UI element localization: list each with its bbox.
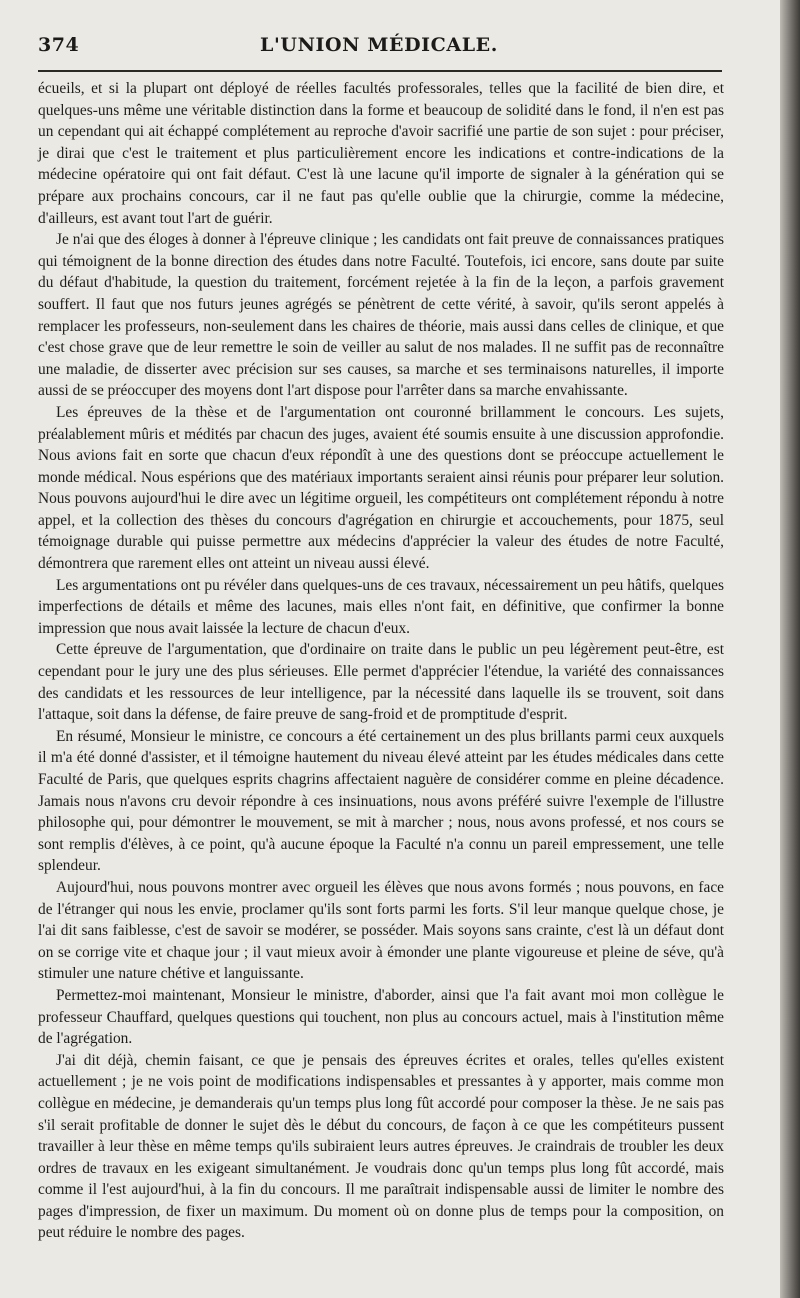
paragraph: Cette épreuve de l'argumentation, que d'ordinaire on traite dans le public un peu légèrement peut-être, est cependant pour le jury une des plus sérieuses. Elle permet d'apprécier l'étendue, la variété des connaissances des candidats et les ressources de leur intelligence, par la nécessité dans laquelle ils se trouvent, soit dans l'attaque, soit dans la défense, de faire preuve de sang-froid et de promptitude d'esprit. <box>38 641 724 724</box>
page-edge-shadow <box>780 0 800 1298</box>
paragraph: Je n'ai que des éloges à donner à l'épreuve clinique ; les candidats ont fait preuve de connaissances pratiques qui témoignent de la bonne direction des études dans notre Faculté. Toutefois, ici encore, sans doute par suite du défaut d'habitude, la question du traitement, forcément rejetée à la fin de la leçon, a parfois gravement souffert. Il faut que nos futurs jeunes agrégés se pénètrent de cette vérité, à savoir, qu'ils seront appelés à remplacer les professeurs, non-seulement dans les chaires de théorie, mais aussi dans celles de clinique, et que c'est chose grave que de leur remettre le soin de veiller au salut de nos malades. Il ne suffit pas de reconnaître une maladie, de disserter avec précision sur ses causes, sa marche et ses terminaisons naturelles, il importe aussi de se préoccuper des moyens dont l'art dispose pour l'arrêter dans sa marche envahissante. <box>38 231 724 400</box>
paragraph: écueils, et si la plupart ont déployé de réelles facultés professorales, telles que la facilité de bien dire, et quelques-uns même une véritable distinction dans la forme et beaucoup de solidité dans le fond, il n'en est pas un cependant qui ait échappé complétement au reproche d'avoir sacrifié une partie de son sujet : pour préciser, je dirai que c'est le traitement et plus particulièrement encore les indications et contre-indications de la médecine opératoire qui ont fait défaut. C'est là une lacune qu'il importe de signaler à la génération qui se prépare aux prochains concours, car il ne faut pas qu'elle oublie que la chirurgie, comme la médecine, d'ailleurs, est avant tout l'art de guérir. <box>38 80 724 227</box>
article-body <box>38 78 724 1244</box>
paragraph: J'ai dit déjà, chemin faisant, ce que je pensais des épreuves écrites et orales, telles qu'elles existent actuellement ; je ne vois point de modifications indispensables et pressantes à y apporter, mais comme mon collègue en médecine, je demanderais qu'un temps plus long fût accordé pour composer la thèse. Je ne sais pas s'il serait profitable de donner le sujet dès le début du concours, de façon à ce que les compétiteurs pussent travailler à leur thèse en même temps qu'ils subiraient leurs autres épreuves. Je craindrais de troubler les deux ordres de travaux en les exigeant simultanément. Je voudrais donc qu'un temps plus long fût accordé, mais comme il l'est aujourd'hui, à la fin du concours. Il me paraîtrait indispensable aussi de limiter le nombre des pages d'impression, de fixer un maximum. Du moment où on donne plus de temps pour la composition, on peut réduire le nombre des pages. <box>38 1051 724 1242</box>
running-title: L'UNION MÉDICALE. <box>260 34 498 56</box>
page-number: 374 <box>38 34 80 56</box>
paragraph: Les épreuves de la thèse et de l'argumentation ont couronné brillamment le concours. Les sujets, préalablement mûris et médités par chacun des juges, avaient été soumis ensuite à une discussion approfondie. Nous avions fait en sorte que chacun d'eux répondît à une des questions dont se préoccupe actuellement le monde médical. Nous espérions que des matériaux importants seraient ainsi réunis pour préparer leur solution. Nous pouvons aujourd'hui le dire avec un légitime orgueil, les compétiteurs ont complétement répondu à notre appel, et la collection des thèses du concours d'agrégation en chirurgie et accouchements, pour 1875, seul témoignage durable qui puisse permettre aux médecins d'apprécier la valeur des études de notre Faculté, démontrera que rarement elles ont atteint un niveau aussi élevé. <box>38 403 724 573</box>
header-rule <box>38 70 722 72</box>
paragraph: Aujourd'hui, nous pouvons montrer avec orgueil les élèves que nous avons formés ; nous pouvons, en face de l'étranger qui nous les envie, proclamer qu'ils sont forts parmi les forts. S'il leur manque quelque chose, je l'ai dit sans faiblesse, c'est de savoir se modérer, se posséder. Mais soyons sans crainte, c'est là un défaut dont on se corrige vite et chaque jour ; il vaut mieux avoir à émonder une plante vigoureuse et pleine de séve, qu'à stimuler une nature chétive et languissante. <box>38 878 724 983</box>
paragraph: Permettez-moi maintenant, Monsieur le ministre, d'aborder, ainsi que l'a fait avant moi mon collègue le professeur Chauffard, quelques questions qui touchent, non plus au concours actuel, mais à l'institution même de l'agrégation. <box>38 986 724 1048</box>
page-header <box>38 34 720 64</box>
paragraph: En résumé, Monsieur le ministre, ce concours a été certainement un des plus brillants parmi ceux auxquels il m'a été donné d'assister, et il témoigne hautement du niveau élevé atteint par les études médicales dans cette Faculté de Paris, que quelques esprits chagrins affectaient naguère de considérer comme en pleine décadence. Jamais nous n'avons cru devoir répondre à ces insinuations, nous avons préféré suivre l'exemple de l'illustre philosophe qui, pour démontrer le mouvement, se mit à marcher ; nous, nous avons professé, et nos cours se sont remplis d'élèves, à ce point, qu'à aucune époque la Faculté n'a connu un pareil empressement, une telle splendeur. <box>38 727 724 875</box>
paragraph: Les argumentations ont pu révéler dans quelques-uns de ces travaux, nécessairement un peu hâtifs, quelques imperfections de détails et même des lacunes, mais elles n'ont fait, en définitive, que confirmer la bonne impression que nous avait laissée la lecture de chacun d'eux. <box>38 576 724 637</box>
